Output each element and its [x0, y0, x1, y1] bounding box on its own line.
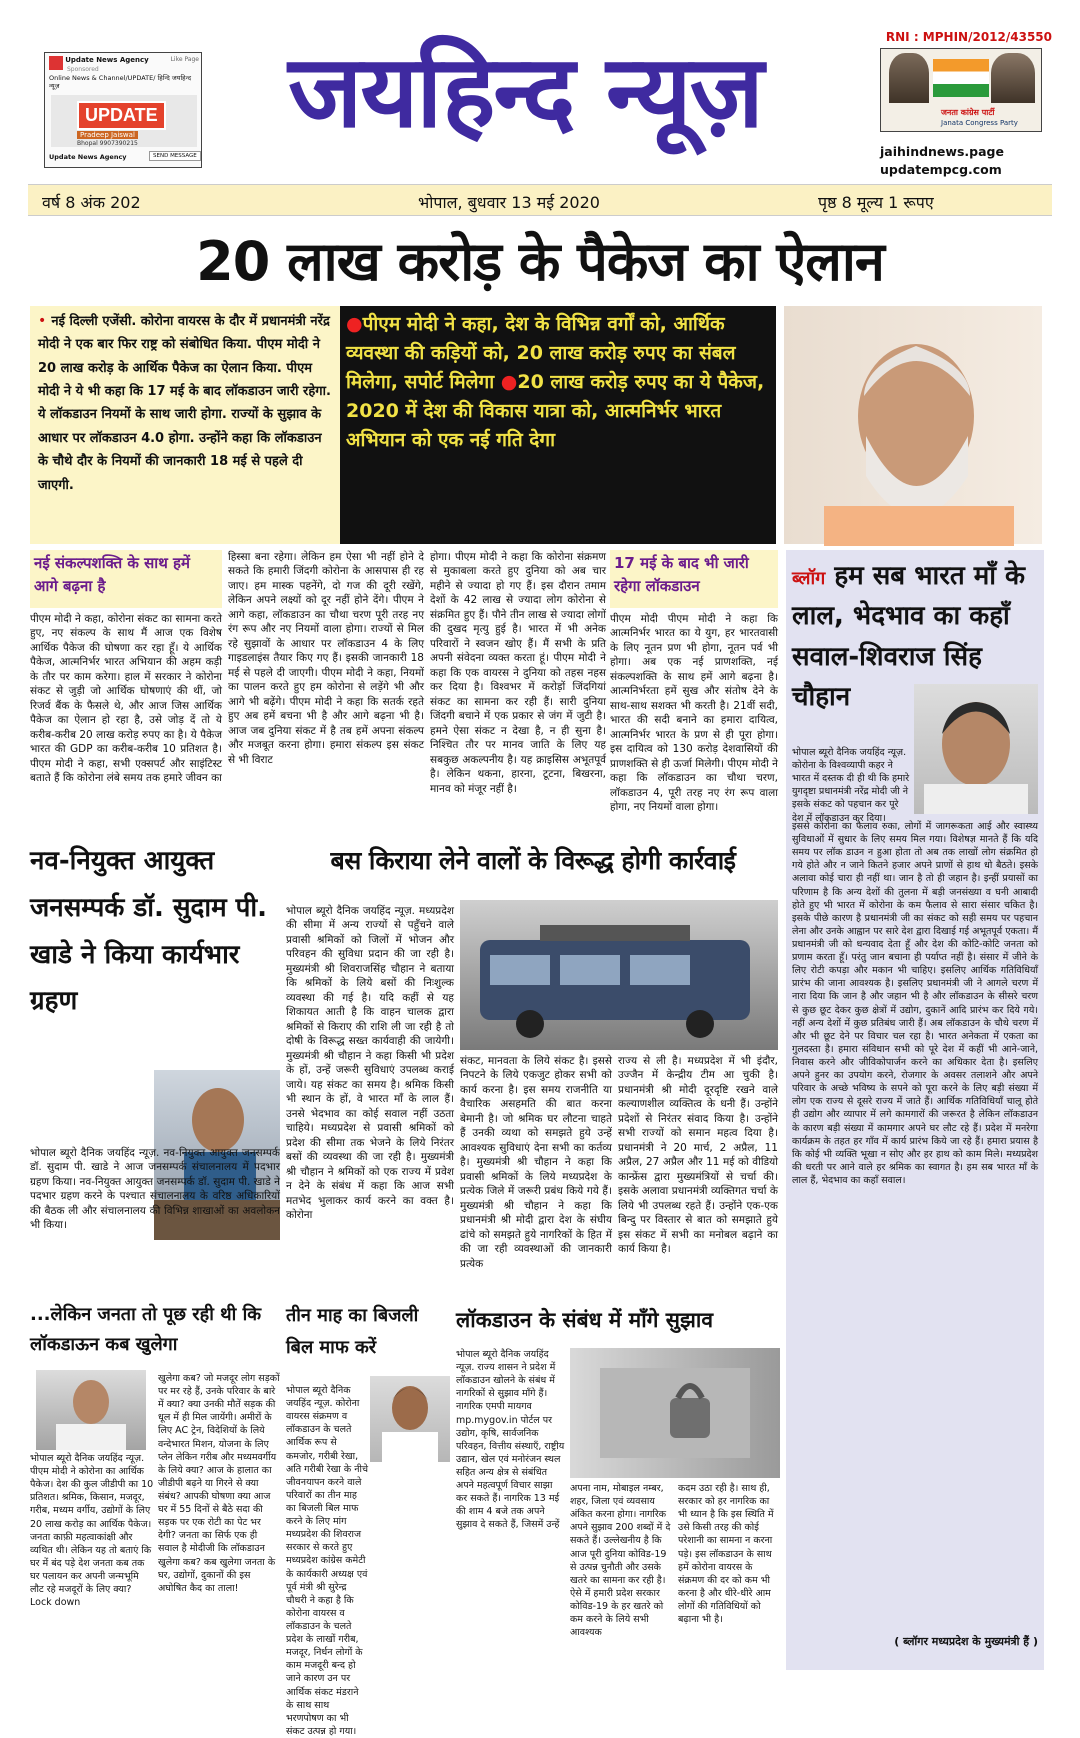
col3-body: होगा। पीएम मोदी ने कहा कि कोरोना संक्रमण से मुकाबला करते हुए दुनिया को अब चार महीने से ज्यादा हो गए हैं। इस दौरान तमाम देशों के 42 लाख से ज्यादा लोग कोरोना से संक्रमित हुए हैं। पौने तीन लाख से ज्यादा लोगों की दुखद मृत्यु हुई है। भारत में भी अनेक परिवारों ने स्वजन खोए हैं। मैं सभी के प्रति अपनी संवेदना व्यक्त करता हूं। पीएम मोदी ने कहा कि एक वायरस ने दुनिया को तहस नहस कर दिया है। विश्वभर में करोड़ों जिंदगियां संकट का सामना कर रही हैं। सारी दुनिया जिंदगी बचाने में एक प्रकार से जंग में जुटी है। हमने ऐसा संकट न देखा है, न ही सुना है। निश्चित तौर पर मानव जाति के लिए यह सबकुछ अकल्पनीय है। यह क्राइसिस अभूतपूर्व है। लेकिन थकना, हारना, टूटना, बिखरना, मानव को मंजूर नहीं है।	[430, 551, 606, 795]
ad-update-news-agency	[44, 52, 202, 168]
website-1[interactable]: jaihindnews.page	[880, 144, 1004, 159]
janta-story	[30, 1300, 280, 1680]
ad-avatar-icon	[49, 56, 63, 70]
ad-page-name: Update News Agency	[65, 56, 149, 64]
ad-person-name: Pradeep Jaiswal	[77, 131, 138, 139]
quote-bullet-icon-2: ●	[500, 371, 518, 394]
dateline: भोपाल, बुधवार 13 मई 2020	[418, 193, 600, 212]
bus-story	[286, 840, 780, 1274]
bijli-story	[286, 1300, 450, 1737]
ad-janata-congress	[880, 48, 1042, 132]
bus-graphic	[460, 900, 778, 1050]
ad-send-message[interactable]: SEND MESSAGE	[149, 151, 201, 161]
janta-byline: भोपाल ब्यूरो दैनिक जयहिंद न्यूज़. पीएम मोदी ने कोरोना का आर्थिक पैकेज। देश की कुल जीडीपी का 10 प्रतिशत। श्रमिक, किसान, मजदूर, गरीब, मध्यम वर्गीय, उद्योगों के लिए 20 लाख करोड़ का आर्थिक पैकेज। जनता काफ़ी महत्वाकांक्षी और व्यथित थी। लेकिन यह तो बताएं कि घर में बंद पड़े देश जनता कब तक घर पलायन कर अपनी जन्मभूमि लौट रहे मजदूरों के लिए क्या? Lock down	[30, 1453, 154, 1609]
shivraj-photo	[914, 684, 1038, 814]
col4-subhead: 17 मई के बाद भी जारी रहेगा लॉकडाउन	[610, 550, 778, 608]
sujhav-title: लॉकडाउन के संबंध में माँगे सुझाव	[456, 1308, 713, 1332]
lead-story	[30, 306, 340, 544]
party-name-hindi: जनता कांग्रेस पार्टी	[941, 108, 995, 117]
quote-bullet-icon: ●	[346, 313, 363, 335]
bijli-title: तीन माह का बिजली बिल माफ करें	[286, 1305, 419, 1359]
commissioner-body: भोपाल ब्यूरो दैनिक जयहिंद न्यूज़. नव-नियुक्त आयुक्त जनसम्पर्क डॉ. सुदाम पी. खाडे ने आज जनसम्पर्क संचालनालय में पदभार ग्रहण किया। नव-नियुक्त आयुक्त जनसम्पर्क डॉ. सुदाम पी. खाडे ने पदभार ग्रहण करने के पश्चात संचालनालय के वरिष्ठ अधिकारियों की बैठक ली और संचालनालय की विभिन्न शाखाओं का अवलोकन भी किया।	[30, 1147, 280, 1232]
col1-body: पीएम मोदी ने कहा, कोरोना संकट का सामना करते हुए, नए संकल्प के साथ मैं आज एक विशेष आर्थिक पैकेज की घोषणा कर रहा हूँ। ये आर्थिक पैकेज, आत्मनिर्भर भारत अभियान की अहम कड़ी के तौर पर काम करेगा। हाल में सरकार ने कोरोना संकट से जुड़ी जो आर्थिक घोषणाएं की थीं, जो रिजर्व बैंक के फैसले थे, और आज जिस आर्थिक पैकेज का ऐलान हो रहा है, उसे जोड़ दें तो ये करीब-करीब 20 लाख करोड़ रुपए का है। ये पैकेज भारत की GDP का करीब-करीब 10 प्रतिशत है। पीएम मोदी ने कहा, सभी एक्सपर्ट और साइंटिस्ट बताते हैं कि कोरोना लंबे समय तक हमारे जीवन का	[30, 613, 222, 785]
leader-photo-2	[991, 53, 1035, 103]
leader-photo-1	[889, 53, 929, 103]
col3-story	[430, 550, 606, 830]
lead-text: नई दिल्ली एजेंसी. कोरोना वायरस के दौर में प्रधानमंत्री नरेंद्र मोदी ने एक बार फिर राष्ट्र को संबोधित किया. पीएम मोदी ने 20 लाख करोड़ के आर्थिक पैकेज का ऐलान किया. पीएम मोदी ने ये भी कहा कि 17 मई के बाद लॉकडाउन जारी रहेगा. ये लॉकडाउन नियमों के साथ जारी होगा. राज्यों के सुझाव के आधार पर लॉकडाउन 4.0 होगा. उन्होंने कहा कि लॉकडाउन के चौथे दौर के नियमों की जानकारी 18 मई से पहले दी जाएगी.	[38, 314, 331, 493]
ad-sponsored: Sponsored	[67, 66, 99, 73]
flag-stripe	[933, 59, 989, 97]
main-headline: 20 लाख करोड़ के पैकेज का ऐलान	[196, 230, 884, 293]
janta-photo	[36, 1370, 146, 1450]
ad-phone: Bhopal 9907390215	[77, 140, 138, 147]
ad-footer-name: Update News Agency	[49, 153, 127, 161]
ad-logo: UPDATE	[77, 101, 166, 130]
quote-text-1: पीएम मोदी ने कहा, देश के विभिन्न वर्गों को, आर्थिक व्यवस्था की कड़ियों को, 20 लाख करोड़ रुपए का संबल मिलेगा, सपोर्ट मिलेगा	[346, 313, 736, 394]
commissioner-story	[30, 838, 280, 1298]
portrait-graphic-janta	[36, 1370, 146, 1450]
masthead	[0, 0, 1080, 180]
janta-col2: खुलेगा कब? जो मजदूर लोग सड़कों पर मर रहे हैं, उनके परिवार के बारे में क्या? क्या उनकी मौतें सड़क की धूल में ही मिल जायेंगी। अमीरों के लिए AC ट्रेन, विदेशियों के लिये वन्देभारत मिशन, योजना के लिए प्लेन लेकिन गरीब और मध्यमवर्गीय के लिये क्या? आज के हालात का जीडीपी बढ़ने या गिरने से क्या संबंध? आपकी घोषणा क्या आज घर में 55 दिनों से बैठे सदा की सड़क पर एक रोटी का पेट भर देगी? जनता का सिर्फ एक ही सवाल है मोदीजी कि लॉकडाउन खुलेगा कब? कब खुलेगा जनता के घर, उद्योगों, दुकानों की इस अघोषित कैद का ताला!	[158, 1373, 280, 1594]
col1-subhead: नई संकल्पशक्ति के साथ हमें आगे बढ़ना है	[30, 550, 222, 608]
ad-banner	[51, 95, 197, 147]
blog-tag: ब्लॉग	[792, 568, 826, 589]
blog-body: इससे कोरोना का फैलाव रुका, लोगों में जागरूकता आई और स्वास्थ्य सुविधाओं में सुधार के लिए समय मिल गया। विशेषज्ञ मानते हैं कि यदि समय पर लॉक डाउन न हुआ होता तो अब तक लाखों लोग संक्रमित हो गये होते और न जाने कितने हजार अपने प्राणों से हाथ धो बैठते। इसके अलावा कोई चारा ही नहीं था। जान है तो ही जहान है। इन्हीं प्रयासों का परिणाम है कि अन्य देशों की तुलना में बड़ी जनसंख्या व घनी आबादी होते हुए भी भारत में कोरोना के कम फैलाव से सारा संसार चकित है। इसके पीछे कारण है प्रधानमंत्री जी का संकट को सही समय पर पहचान लेना और उनके आह्वान पर सारे देश द्वारा दिखाई गई अभूतपूर्व एकता। मैं प्रधानमंत्री जी को धन्यवाद देता हूँ और देश की कोटि-कोटि जनता को प्रणाम करता हूँ। परंतु जान बचाना ही पर्याप्त नहीं है। संसार में जीने के लिए रोटी कपड़ा और मकान भी चाहिए। इसलिए आर्थिक गतिविधियाँ प्रारंभ की जाना आवश्यक है। इसलिए प्रधानमंत्री जी ने आगले चरण में नारा दिया कि जान है और जहान भी है और लॉकडाउन के सीसरे चरण से कुछ छूट देकर कुछ क्षेत्रों में उद्योग, दुकानें आदि प्रारंभ कर दिये गये। नहीं अन्य देशों में कुछ प्रतिबंध जारी हैं। अब लॉकडाउन के चौथे चरण में और भी छूट देने पर विचार चल रहा है। भारत अनेकता में एकता का गुलदस्ता है। हमारा संविधान सभी को पूरे देश में कहीं भी आने-जाने, निवास करने और जीविकोपार्जन करने का अधिकार देता है। इसलिए अपने हुनर का उपयोग करने, रोजगार के अवसर तलाशने और अपने परिवार के अच्छे भविष्य के सपने को पूरा करने के लिए बड़ी संख्या में लोग एक राज्य से दूसरे राज्य में जाते हैं। आर्थिक गतिविधियाँ चालू होते ही उद्योग और व्यापार में लगे कामगारों की जरूरत है लेकिन लॉकडाउन के कारण बड़ी संख्या में कामगार अपने घर लौट रहे हैं। प्रदेश में मनरेगा कार्यक्रम के तहत हर गाँव में कार्य प्रारंभ किये जा रहे हैं। हमारा प्रयास है कि कोई भी व्यक्ति भूखा न सोए और हर हाथ को काम मिले। मध्यप्रदेश की धरती पर आने वाले हर श्रमिक का स्वागत है। हम सब भारत माँ के लाल हैं, भेदभाव का कहाँ सवाल।	[792, 821, 1038, 1186]
lock-graphic	[570, 1348, 780, 1478]
commissioner-title: नव-नियुक्त आयुक्त जनसम्पर्क डॉ. सुदाम पी. खाडे ने किया कार्यभार ग्रहण	[30, 846, 268, 1017]
col4-body: पीएम मोदी पीएम मोदी ने कहा कि आत्मनिर्भर भारत का ये युग, हर भारतवासी के लिए नूतन प्रण भी होगा, नूतन पर्व भी होगा। अब एक नई प्राणशक्ति, नई संकल्पशक्ति के साथ हमें आगे बढ़ना है। आत्मनिर्भरता हमें सुख और संतोष देने के साथ-साथ सशक्त भी करती है। 21वीं सदी, भारत की सदी बनाने का हमारा दायित्व, आत्मनिर्भर भारत के प्रण से ही पूरा होगा। इस दायित्व को 130 करोड़ देशवासियों की प्राणशक्ति से ही ऊर्जा मिलेगी। पीएम मोदी ने कहा कि लॉकडाउन का चौथा चरण, लॉकडाउन 4, पूरी तरह नए रंग रूप वाला होगा, नए नियमों वाला होगा।	[610, 613, 778, 814]
pm-modi-photo	[784, 306, 1042, 544]
col2-story	[228, 550, 424, 830]
lock-photo	[570, 1348, 780, 1478]
ad-description: Online News & Channel/UPDATE/ हिन्दि जयहिन्द न्यूज़	[49, 74, 192, 90]
bijli-body: भोपाल ब्यूरो दैनिक जयहिंद न्यूज़. कोरोना वायरस संक्रमण व लॉकडाउन के चलते आर्थिक रूप से कमजोर, गरीबी रेखा, अति गरीबी रेखा के नीचे जीवनयापन करने वाले परिवारों का तीन माह का बिजली बिल माफ करने के लिए मांग मध्यप्रदेश की शिवराज सरकार से करते हुए मध्यप्रदेश कांग्रेस कमेटी के कार्यकारी अध्यक्ष एवं पूर्व मंत्री श्री सुरेन्द्र चौधरी ने कहा है कि कोरोना वायरस व लॉकडाउन के चलते प्रदेश के लाखों गरीब, मजदूर, निर्धन लोगों के काम मजदूरी बन्द हो जाने कारण उन पर आर्थिक संकट मंडराने के साथ साथ भरणपोषण का भी संकट उत्पन्न हो गया।	[286, 1385, 368, 1737]
bus-title: बस किराया लेने वालों के विरूद्ध होगी कार्रवाई	[330, 846, 736, 875]
bus-col2: संकट, मानवता के लिये संकट है। इससे निपटने के लिये एकजुट होकर सभी को कार्य करना है। इस समय राजनीति या वैचारिक असहमति की बात करना बेमानी है। जो श्रमिक घर लौटना चाहते हैं उनकी व्यथा को समझते हुये उन्हें आवश्यक सुविधाएं देना सभी का कर्तव्य है। मुख्यमंत्री श्री चौहान ने कहा कि प्रवासी श्रमिकों के लिये मध्यप्रदेश के प्रत्येक जिले में जरूरी प्रबंध किये गये हैं। मुख्यमंत्री श्री चौहान ने कहा कि प्रधानमंत्री श्री मोदी द्वारा देश के संघीय ढांचे को समझते हुये नागरिकों के हित में की जा रही व्यवस्थाओं की जानकारी प्रत्येक	[460, 1055, 612, 1270]
bus-col3: राज्य से ली है। मध्यप्रदेश में भी इंदौर, उज्जैन में केन्द्रीय टीम आ चुकी है। प्रधानमंत्री श्री मोदी दूरदृष्टि रखने वाले कल्याणशील व्यक्तित्व के धनी हैं। उन्होंने प्रदेशों से निरंतर संवाद किया है। उन्होंने सभी राज्यों को समान महत्व दिया है। प्रधानमंत्री ने 20 मार्च, 2 अप्रैल, 11 अप्रैल, 27 अप्रैल और 11 मई को वीडियो कान्फ्रेंस द्वारा मुख्यमंत्रियों से चर्चा की। इसके अलावा प्रधानमंत्री व्यक्तिगत चर्चा के लिये भी उपलब्ध रहते हैं। उन्होंने एक-एक बिन्दु पर विस्तार से बात को समझाते हुये इस संकट में सभी का मनोबल बढ़ाने का कार्य किया है।	[618, 1055, 778, 1256]
portrait-graphic	[784, 306, 1042, 544]
bullet-icon: •	[38, 313, 47, 329]
quote-box	[340, 306, 776, 544]
ad-like-label: Like Page	[170, 56, 199, 63]
sujhav-col3: कदम उठा रही है। साथ ही, सरकार को हर नागरिक का भी ध्यान है कि इस स्थिति में उसे किसी तरह की कोई परेशानी का सामना न करना पड़े। इस लॉकडाउन के साथ हमें कोरोना वायरस के संक्रमण की दर को कम भी करना है और धीरे-धीरे आम लोगों की गतिविधियों को बढ़ाना भी है।	[678, 1483, 774, 1626]
portrait-graphic-shivraj	[914, 684, 1038, 814]
party-name-english: Janata Congress Party	[941, 119, 1018, 127]
quote-text-2: 20 लाख करोड़ रुपए का ये पैकेज, 2020 में देश की विकास यात्रा को, आत्मनिर्भर भारत अभियान को एक नई गति देगा	[346, 371, 765, 452]
page-price: पृष्ठ 8 मूल्य 1 रूपए	[818, 193, 934, 212]
col4-story	[610, 550, 778, 830]
info-bar	[28, 184, 1052, 216]
bus-photo	[460, 900, 778, 1050]
col1-story	[30, 550, 222, 830]
sujhav-story	[456, 1300, 780, 1680]
issue-number: वर्ष 8 अंक 202	[42, 193, 141, 212]
masthead-title: जयहिन्द न्यूज़	[288, 33, 762, 150]
sujhav-col1: भोपाल ब्यूरो दैनिक जयहिंद न्यूज़. राज्य शासन ने प्रदेश में लॉकडाउन खोलने के संबंध में नागरिकों से सुझाव माँगे हैं। नागरिक एमपी मायगव mp.mygov.in पोर्टल पर उद्योग, कृषि, सार्वजनिक परिवहन, वित्तीय संस्थाएँ, राष्ट्रीय उद्यान, खेल एवं मनोरंजन स्थल सहित अन्य क्षेत्र से संबंधित अपने महत्वपूर्ण विचार साझा कर सकते हैं। नागरिक 13 मई की शाम 4 बजे तक अपने सुझाव दे सकते हैं, जिसमें उन्हें	[456, 1349, 565, 1531]
blog-footer: ( ब्लॉगर मध्यप्रदेश के मुख्यमंत्री हैं )	[894, 1635, 1038, 1648]
sujhav-col2: अपना नाम, मोबाइल नम्बर, शहर, जिला एवं व्यवसाय अंकित करना होगा। नागरिक अपने सुझाव 200 शब्दों में दे सकते हैं। उल्लेखनीय है कि आज पूरी दुनिया कोविड-19 से उत्पन्न चुनौती और उसके खतरे का सामना कर रही है। ऐसे में हमारी प्रदेश सरकार कोविड-19 के हर खतरे को कम करने के लिये सभी आवश्यक	[570, 1483, 671, 1639]
janta-title: ...लेकिन जनता तो पूछ रही थी कि लॉकडाऊन कब खुलेगा	[30, 1304, 262, 1355]
rni-number: RNI : MPHIN/2012/43550	[885, 30, 1052, 44]
blog-intro: भोपाल ब्यूरो दैनिक जयहिंद न्यूज़. कोरोना के विश्वव्यापी कहर ने भारत में दस्तक दी ही थी कि हमारे युगदृष्टा प्रधानमंत्री नरेंद्र मोदी जी ने इसके संकट को पहचान कर पूरे देश में लॉकडाउन कर दिया।	[792, 747, 910, 824]
bus-col1: भोपाल ब्यूरो दैनिक जयहिंद न्यूज़. मध्यप्रदेश की सीमा में अन्य राज्यों से पहुँचने वाले प्रवासी श्रमिकों को जिलों में भोजन और परिवहन की सुविधा प्रदान की जा रही है। मुख्यमंत्री श्री शिवराजसिंह चौहान ने बताया कि श्रमिकों के लिये बसों की निःशुल्क व्यवस्था की गई है। यदि कहीं से यह शिकायत आती है कि वाहन चालक द्वारा श्रमिकों से किराए की राशि ली जा रही है तो दोषी के विरूद्ध सख्त कार्यवाही की जायेगी। मुख्यमंत्री श्री चौहान ने कहा किसी भी प्रदेश के हों, उन्हें जरूरी सुविधाएं उपलब्ध कराई जाये। यह संकट का समय है। श्रमिक किसी भी स्थान के हों, वे भारत माँ के लाल हैं। उनसे भेदभाव का कोई सवाल नहीं उठता चाहिये। मध्यप्रदेश से प्रवासी श्रमिकों को प्रदेश की सीमा तक भेजने के लिये निरंतर बसों की व्यवस्था की जा रही है। मुख्यमंत्री श्री चौहान ने श्रमिकों को एक राज्य में प्रवेश न देने के संबंध में कहा कि आज सभी मतभेद भुलाकर कार्य करने का वक्त है। कोरोना	[286, 905, 454, 1222]
blog-section	[786, 550, 1044, 1670]
blog-heading: हम सब भारत माँ के लाल, भेदभाव का कहाँ सवाल-शिवराज सिंह चौहान	[792, 561, 1026, 712]
ad-header	[49, 56, 199, 73]
col2-body: हिस्सा बना रहेगा। लेकिन हम ऐसा भी नहीं होने दे सकते कि हमारी जिंदगी कोरोना के आसपास ही रह जाए। हम मास्क पहनेंगे, दो गज की दूरी रखेंगे, लेकिन अपने लक्ष्यों को दूर नहीं होने देंगे। पीएम ने आगे कहा, लॉकडाउन का चौथा चरण पूरी तरह नए रंग रूप और नए नियमों वाला होगा। राज्यों से मिल रहे सुझावों के आधार पर लॉकडाउन 4 के लिए गाइडलाइंस तैयार किए गए हैं। इसकी जानकारी 18 मई से पहले दी जाएगी। पीएम मोदी ने कहा, नियमों का पालन करते हुए हम कोरोना से लड़ेंगे भी और आगे भी बढ़ेंगे। पीएम मोदी ने कहा कि सतर्क रहते हुए अब हमें बचना भी है और आगे बढ़ना भी है। आज जब दुनिया संकट में है तब हमें अपना संकल्प और मजबूत करना होगा। हमारा संकल्प इस संकट से भी विराट	[228, 551, 424, 766]
website-2[interactable]: updatempcg.com	[880, 162, 1002, 177]
